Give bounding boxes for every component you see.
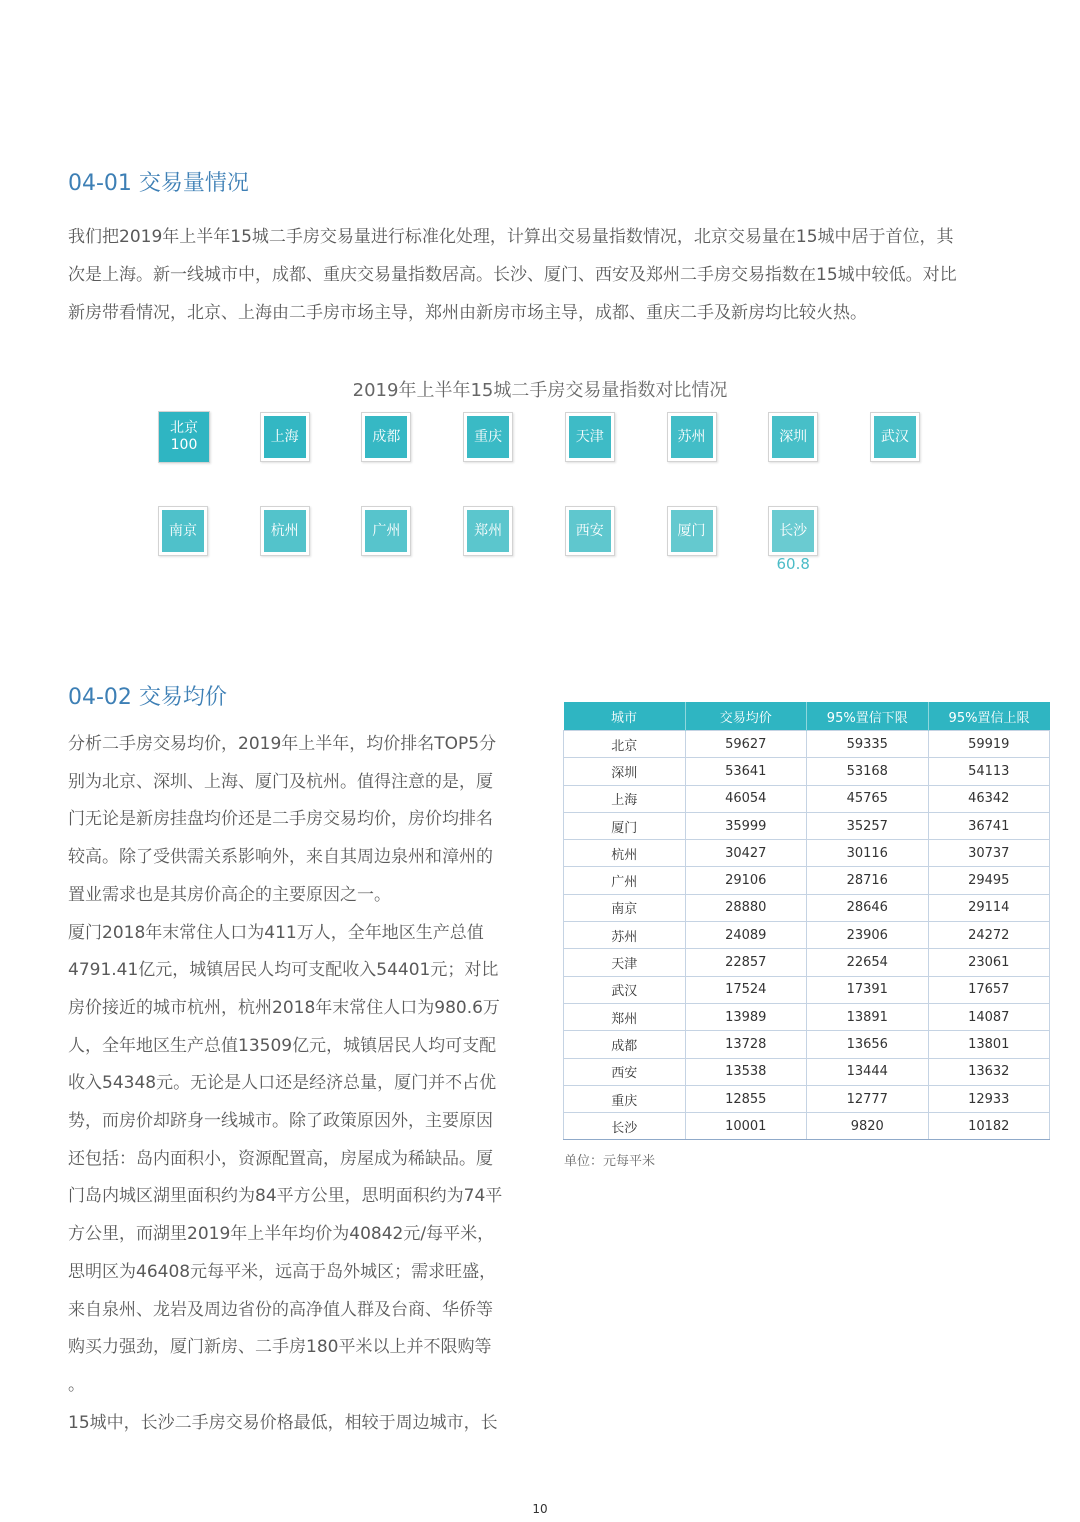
paragraph-line: 收入54348元。无论是人口还是经济总量，厦门并不占优 xyxy=(68,1073,497,1094)
table-cell: 12933 xyxy=(928,1085,1050,1112)
unit-note: 单位：元每平米 xyxy=(564,1154,656,1169)
index-tile-city: 深圳 xyxy=(779,428,808,445)
table-cell: 59627 xyxy=(685,731,807,758)
table-cell: 59919 xyxy=(928,731,1050,758)
index-tile xyxy=(463,412,513,462)
table-cell: 上海 xyxy=(564,785,686,812)
index-tile-value: 100 xyxy=(170,437,198,453)
table-cell: 重庆 xyxy=(564,1085,686,1112)
table-cell: 厦门 xyxy=(564,812,686,839)
table-row xyxy=(564,1113,1050,1140)
paragraph-line: 较高。除了受供需关系影响外，来自其周边泉州和漳州的 xyxy=(68,847,493,868)
index-tile-city: 武汉 xyxy=(880,428,909,445)
index-tile-city: 长沙 xyxy=(779,522,808,539)
paragraph-line: 别为北京、深圳、上海、厦门及杭州。值得注意的是，厦 xyxy=(68,771,493,792)
paragraph-line: 门无论是新房挂盘均价还是二手房交易均价，房价均排名 xyxy=(68,809,493,830)
table-cell: 35999 xyxy=(685,812,807,839)
index-tile-fill xyxy=(569,510,611,552)
table-row xyxy=(564,1003,1050,1030)
table-row xyxy=(564,922,1050,949)
index-tile-fill xyxy=(159,412,209,462)
table-cell: 12777 xyxy=(807,1085,929,1112)
table-header-cell: 95%置信下限 xyxy=(807,702,929,731)
table-cell: 17657 xyxy=(928,976,1050,1003)
paragraph-line: 来自泉州、龙岩及周边省份的高净值人群及台商、华侨等 xyxy=(68,1299,493,1320)
index-tile xyxy=(565,412,615,462)
index-tile-fill xyxy=(264,416,306,458)
paragraph-line: 人，全年地区生产总值13509亿元，城镇居民人均可支配 xyxy=(68,1035,497,1056)
table-cell: 17524 xyxy=(685,976,807,1003)
index-tile xyxy=(361,412,411,462)
table-cell: 36741 xyxy=(928,812,1050,839)
paragraph-line: 思明区为46408元每平米，远高于岛外城区；需求旺盛， xyxy=(68,1261,497,1282)
paragraph-line: 我们把2019年上半年15城二手房交易量进行标准化处理，计算出交易量指数情况，北京交易量在15城中居于首位，其 xyxy=(68,227,954,247)
index-tile-city: 成都 xyxy=(372,428,401,445)
table-cell: 13444 xyxy=(807,1058,929,1085)
table-row xyxy=(564,758,1050,785)
table-cell: 13728 xyxy=(685,1031,807,1058)
table-row xyxy=(564,867,1050,894)
table-cell: 53641 xyxy=(685,758,807,785)
table-cell: 46342 xyxy=(928,785,1050,812)
index-tile xyxy=(667,506,717,556)
index-tile xyxy=(768,506,818,556)
table-row xyxy=(564,894,1050,921)
table-cell: 17391 xyxy=(807,976,929,1003)
paragraph-line: 次是上海。新一线城市中，成都、重庆交易量指数居高。长沙、厦门、西安及郑州二手房交易指数在15城中较低。对比 xyxy=(68,265,957,285)
index-tile-city: 西安 xyxy=(575,522,604,539)
table-cell: 13656 xyxy=(807,1031,929,1058)
index-tile-value: 60.8 xyxy=(776,555,810,573)
index-tile xyxy=(870,412,920,462)
index-tile-fill xyxy=(264,510,306,552)
table-cell: 29106 xyxy=(685,867,807,894)
paragraph-line: 房价接近的城市杭州，杭州2018年末常住人口为980.6万 xyxy=(68,997,500,1018)
table-cell: 13989 xyxy=(685,1003,807,1030)
table-cell: 46054 xyxy=(685,785,807,812)
table-cell: 9820 xyxy=(807,1113,929,1140)
index-tile-city: 重庆 xyxy=(474,428,503,445)
index-tile-city: 北京 xyxy=(170,420,198,436)
table-cell: 22654 xyxy=(807,949,929,976)
table-cell: 45765 xyxy=(807,785,929,812)
index-tile-fill xyxy=(772,416,814,458)
index-tile-fill xyxy=(162,510,204,552)
paragraph-line: 厦门2018年末常住人口为411万人，全年地区生产总值 xyxy=(68,922,484,943)
index-tile-city: 广州 xyxy=(372,522,401,539)
index-tile-fill xyxy=(671,510,713,552)
index-tile-city: 杭州 xyxy=(270,522,299,539)
table-cell: 北京 xyxy=(564,731,686,758)
table-row xyxy=(564,1085,1050,1112)
paragraph-line: 门岛内城区湖里面积约为84平方公里，思明面积约为74平 xyxy=(68,1186,503,1207)
table-cell: 54113 xyxy=(928,758,1050,785)
paragraph-line: 15城中，长沙二手房交易价格最低，相较于周边城市，长 xyxy=(68,1412,498,1433)
paragraph-line: 分析二手房交易均价，2019年上半年，均价排名TOP5分 xyxy=(68,734,497,754)
table-row xyxy=(564,731,1050,758)
table-header-row xyxy=(564,702,1050,731)
table-cell: 28716 xyxy=(807,867,929,894)
table-cell: 29114 xyxy=(928,894,1050,921)
paragraph-line: 。 xyxy=(68,1374,85,1395)
index-tile xyxy=(565,506,615,556)
table-row xyxy=(564,949,1050,976)
table-cell: 南京 xyxy=(564,894,686,921)
index-tile xyxy=(768,412,818,462)
paragraph-line: 还包括：岛内面积小，资源配置高，房屋成为稀缺品。厦 xyxy=(68,1148,493,1169)
table-cell: 29495 xyxy=(928,867,1050,894)
table-cell: 深圳 xyxy=(564,758,686,785)
index-tile xyxy=(260,412,310,462)
table-cell: 23061 xyxy=(928,949,1050,976)
table-cell: 杭州 xyxy=(564,840,686,867)
table-cell: 30427 xyxy=(685,840,807,867)
table-cell: 23906 xyxy=(807,922,929,949)
section-heading-volume: 04-01 交易量情况 xyxy=(68,171,249,196)
table-cell: 长沙 xyxy=(564,1113,686,1140)
index-tile-fill xyxy=(874,416,916,458)
table-header-cell: 交易均价 xyxy=(685,702,807,731)
index-tile xyxy=(260,506,310,556)
table-cell: 苏州 xyxy=(564,922,686,949)
index-tile-fill xyxy=(365,416,407,458)
table-row xyxy=(564,976,1050,1003)
index-tile-fill xyxy=(467,510,509,552)
table-cell: 西安 xyxy=(564,1058,686,1085)
section-heading-price: 04-02 交易均价 xyxy=(68,685,227,710)
table-cell: 24272 xyxy=(928,922,1050,949)
table-cell: 12855 xyxy=(685,1085,807,1112)
table-cell: 30737 xyxy=(928,840,1050,867)
table-cell: 13538 xyxy=(685,1058,807,1085)
index-tile-fill xyxy=(671,416,713,458)
index-tile-fill xyxy=(467,416,509,458)
price-paragraph xyxy=(68,726,502,1442)
table-cell: 天津 xyxy=(564,949,686,976)
index-tile xyxy=(463,506,513,556)
index-tile xyxy=(158,506,208,556)
index-tile-city: 天津 xyxy=(575,428,604,445)
index-tile-city: 苏州 xyxy=(677,428,706,445)
index-tile-city: 郑州 xyxy=(474,522,503,539)
index-tile xyxy=(361,506,411,556)
table-row xyxy=(564,840,1050,867)
index-tile-fill xyxy=(569,416,611,458)
table-cell: 28646 xyxy=(807,894,929,921)
table-row xyxy=(564,785,1050,812)
table-cell: 郑州 xyxy=(564,1003,686,1030)
table-cell: 13632 xyxy=(928,1058,1050,1085)
paragraph-line: 新房带看情况，北京、上海由二手房市场主导，郑州由新房市场主导，成都、重庆二手及新房均比较火热。 xyxy=(68,303,867,323)
table-cell: 成都 xyxy=(564,1031,686,1058)
table-cell: 武汉 xyxy=(564,976,686,1003)
table-cell: 30116 xyxy=(807,840,929,867)
table-cell: 24089 xyxy=(685,922,807,949)
index-tile-fill xyxy=(772,510,814,552)
table-cell: 14087 xyxy=(928,1003,1050,1030)
table-header-cell: 城市 xyxy=(564,702,686,731)
table-header-cell: 95%置信上限 xyxy=(928,702,1050,731)
index-tile-city: 南京 xyxy=(169,522,197,539)
table-cell: 13891 xyxy=(807,1003,929,1030)
table-cell: 22857 xyxy=(685,949,807,976)
paragraph-line: 4791.41亿元，城镇居民人均可支配收入54401元；对比 xyxy=(68,960,499,981)
page-number: 10 xyxy=(532,1502,548,1516)
volume-paragraph xyxy=(68,218,957,332)
table-cell: 广州 xyxy=(564,867,686,894)
index-tile xyxy=(158,411,210,463)
table-cell: 28880 xyxy=(685,894,807,921)
index-tile xyxy=(667,412,717,462)
table-row xyxy=(564,1031,1050,1058)
paragraph-line: 势，而房价却跻身一线城市。除了政策原因外，主要原因 xyxy=(68,1111,493,1132)
paragraph-line: 置业需求也是其房价高企的主要原因之一。 xyxy=(68,884,391,905)
table-cell: 53168 xyxy=(807,758,929,785)
table-cell: 13801 xyxy=(928,1031,1050,1058)
index-tile-fill xyxy=(365,510,407,552)
paragraph-line: 购买力强劲，厦门新房、二手房180平米以上并不限购等 xyxy=(68,1337,492,1358)
index-tile-city: 上海 xyxy=(270,428,299,445)
price-table xyxy=(563,702,1050,1140)
table-cell: 10182 xyxy=(928,1113,1050,1140)
index-tile-city: 厦门 xyxy=(677,522,706,539)
table-cell: 35257 xyxy=(807,812,929,839)
table-cell: 59335 xyxy=(807,731,929,758)
paragraph-line: 方公里，而湖里2019年上半年均价为40842元/每平米， xyxy=(68,1224,495,1245)
table-row xyxy=(564,812,1050,839)
table-cell: 10001 xyxy=(685,1113,807,1140)
table-row xyxy=(564,1058,1050,1085)
index-chart-title: 2019年上半年15城二手房交易量指数对比情况 xyxy=(352,380,728,401)
